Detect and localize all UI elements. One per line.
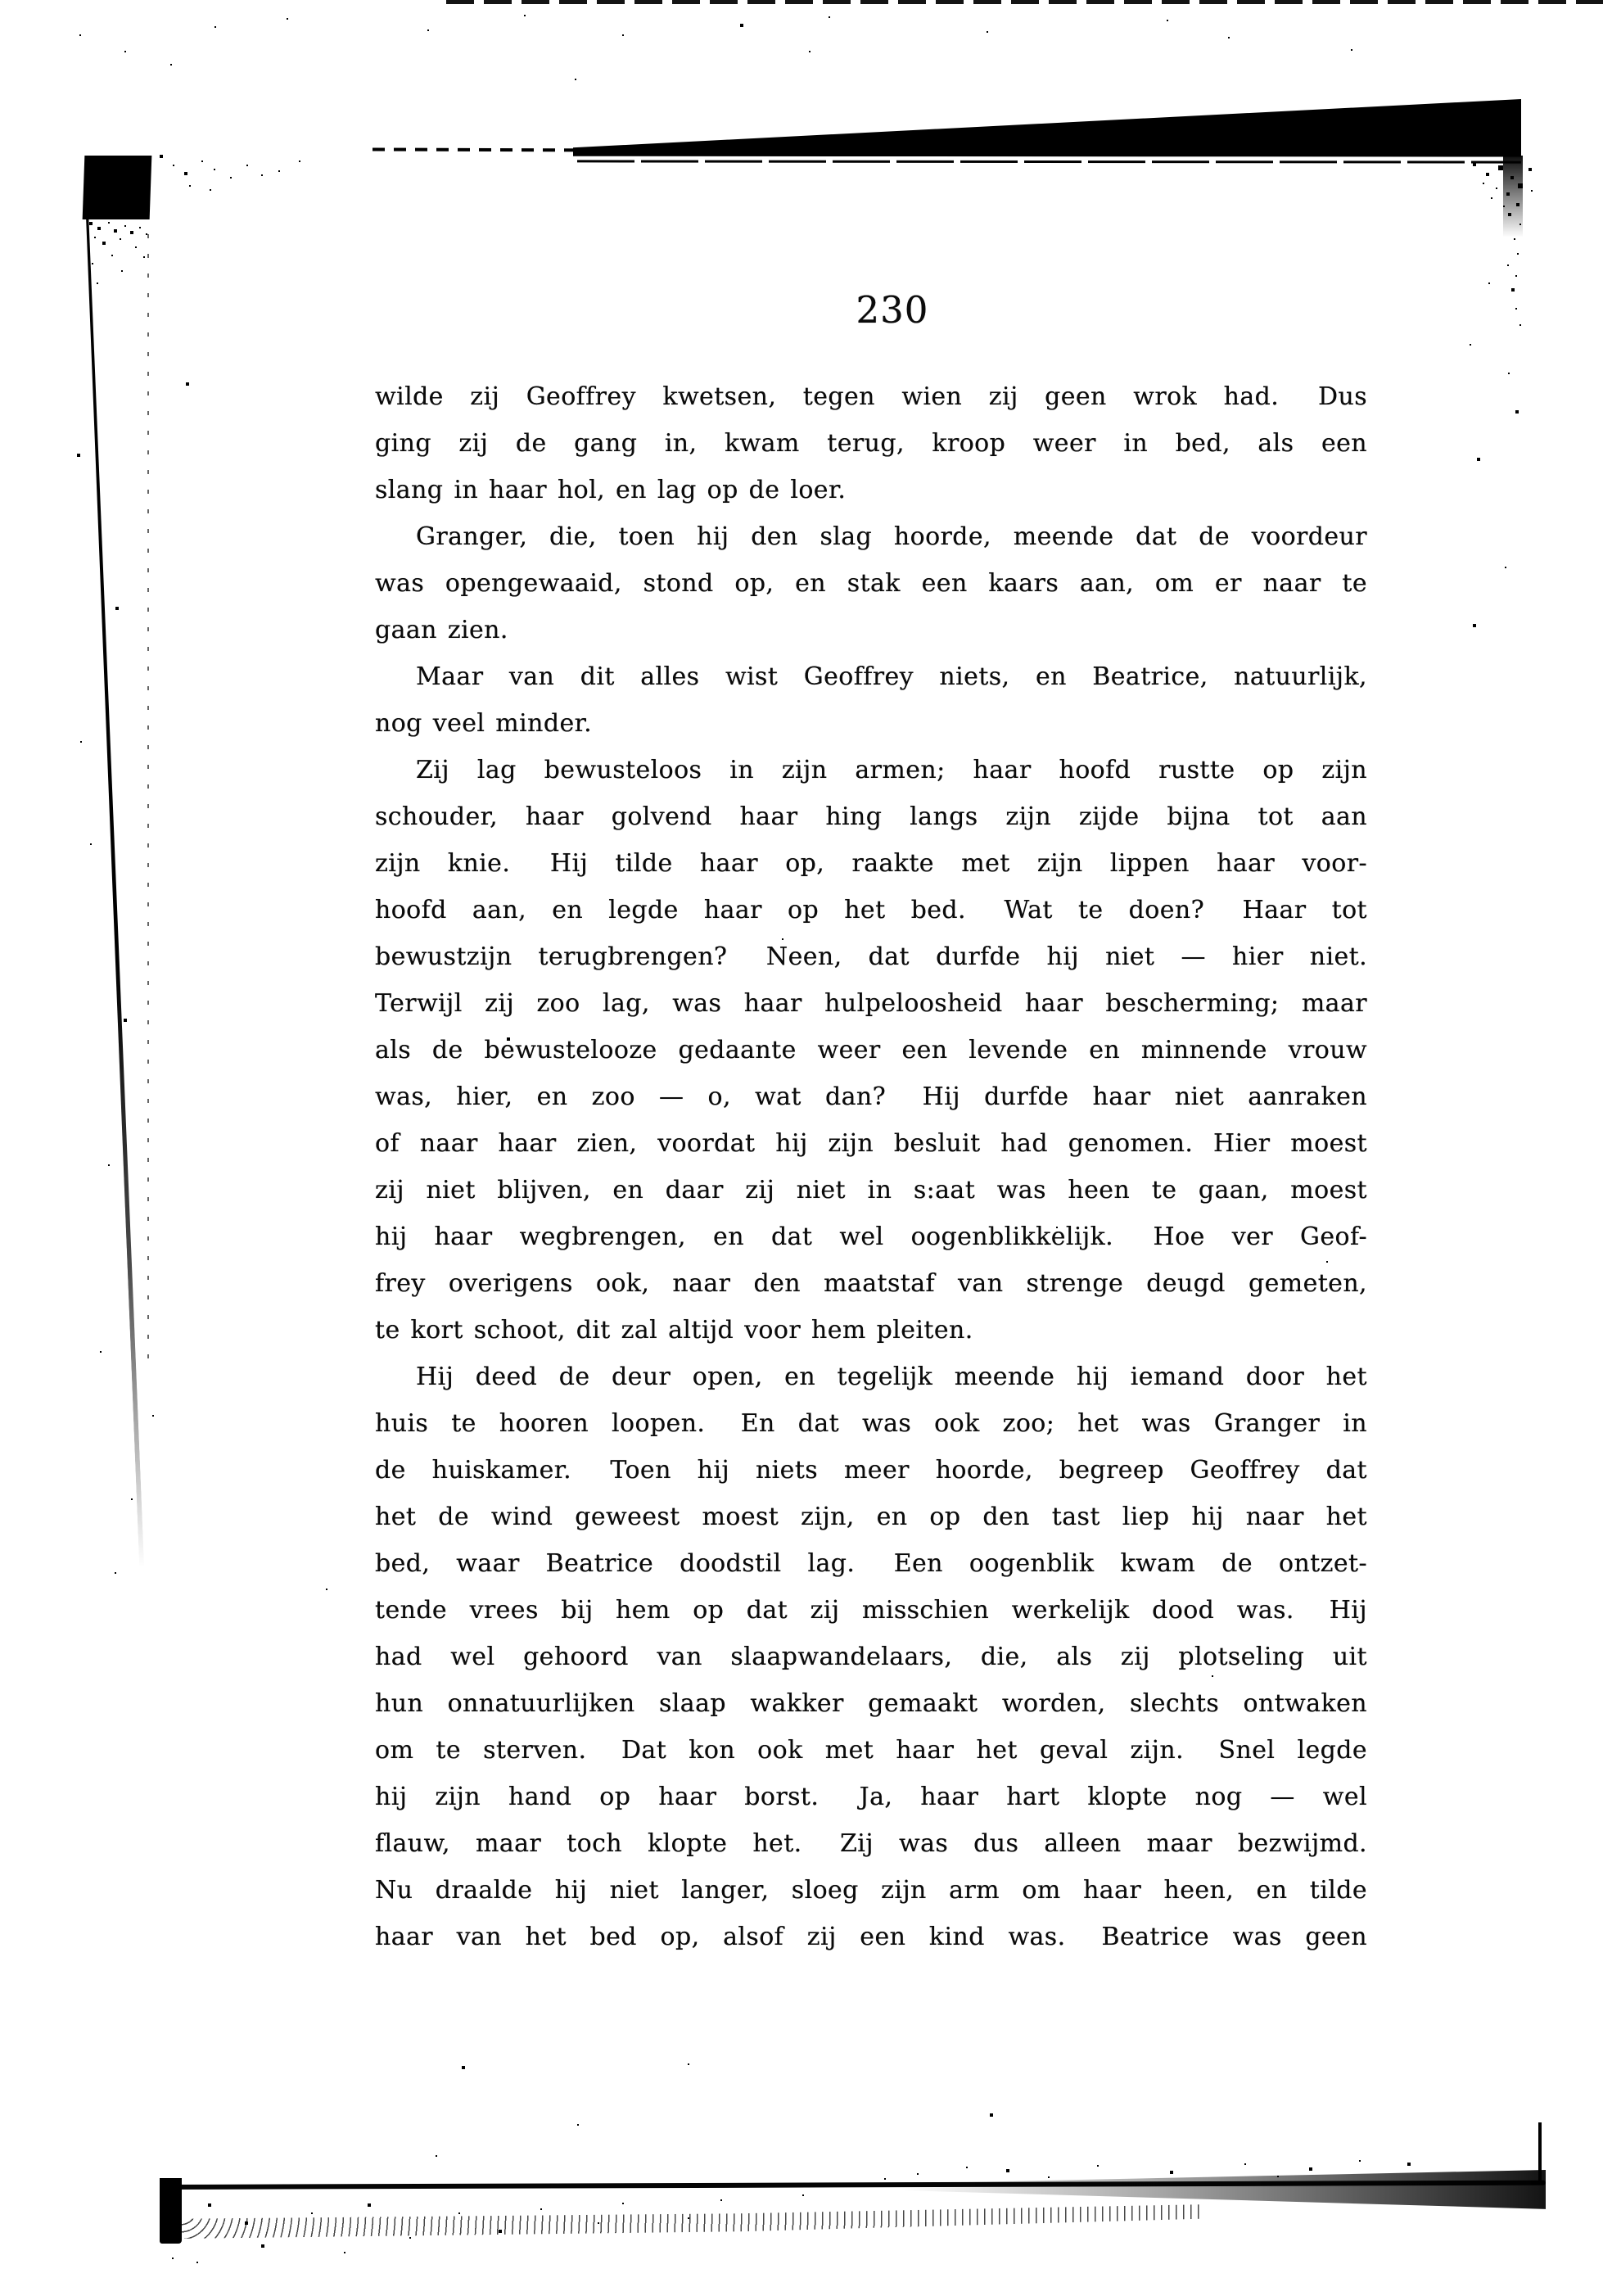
- scan-bottom-edge-shadow: [901, 2170, 1546, 2212]
- text-line: zijn knie. Hij tilde haar op, raakte met zijn lippen haar voor-: [375, 849, 1367, 878]
- text-line: zij niet blijven, en daar zij niet in s:aat was heen te gaan, moest: [375, 1176, 1367, 1204]
- text-line: had wel gehoord van slaapwandelaars, die, als zij plotseling uit: [375, 1643, 1367, 1671]
- text-line: Hij deed de deur open, en tegelijk meende hij iemand door het: [416, 1363, 1367, 1391]
- text-line: wilde zij Geoffrey kwetsen, tegen wien zij geen wrok had. Dus: [375, 382, 1367, 411]
- text-line: Zij lag bewusteloos in zijn armen; haar hoofd rustte op zijn: [416, 756, 1367, 784]
- text-line: om te sterven. Dat kon ook met haar het geval zijn. Snel legde: [375, 1736, 1367, 1765]
- scan-speckle-dots: [0, 0, 2, 2]
- text-line: de huiskamer. Toen hij niets meer hoorde, begreep Geoffrey dat: [375, 1456, 1367, 1485]
- text-line: bewustzijn terugbrengen? Neen, dat durfde hij niet — hier niet.: [375, 942, 1367, 971]
- scan-bottom-edge-line: [160, 2181, 1546, 2190]
- text-line: als de bewustelooze gedaante weer een levende en minnende vrouw: [375, 1036, 1367, 1064]
- page-text-block: [375, 373, 1367, 1960]
- text-line: hoofd aan, en legde haar op het bed. Wat te doen? Haar tot: [375, 896, 1367, 924]
- scan-left-ink-block: [83, 156, 152, 219]
- text-line: ging zij de gang in, kwam terug, kroop weer in bed, als een: [375, 429, 1367, 458]
- text-line: was, hier, en zoo — o, wat dan? Hij durfde haar niet aanraken: [375, 1082, 1367, 1111]
- text-line: hij zijn hand op haar borst. Ja, haar hart klopte nog — wel: [375, 1783, 1367, 1811]
- text-line: Nu draalde hij niet langer, sloeg zijn arm om haar heen, en tilde: [375, 1876, 1367, 1905]
- scan-page-edge-wedge: [573, 97, 1521, 158]
- text-line: tende vrees bij hem op dat zij misschien werkelijk dood was. Hij: [375, 1596, 1367, 1625]
- text-line: flauw, maar toch klopte het. Zij was dus alleen maar bezwijmd.: [375, 1829, 1367, 1858]
- text-line: bed, waar Beatrice doodstil lag. Een oogenblik kwam de ontzet-: [375, 1549, 1367, 1578]
- text-line: haar van het bed op, alsof zij een kind was. Beatrice was geen: [375, 1923, 1367, 1951]
- text-line: nog veel minder.: [375, 709, 593, 738]
- text-line: schouder, haar golvend haar hing langs zijn zijde bijna tot aan: [375, 802, 1367, 831]
- text-line: Terwijl zij zoo lag, was haar hulpeloosheid haar bescherming; maar: [375, 989, 1367, 1018]
- scan-bottom-speckle: [176, 2203, 1199, 2239]
- scan-page-edge-underline: [577, 160, 1521, 163]
- scan-bottom-right-tick: [1538, 2122, 1542, 2185]
- text-line: Maar van dit alles wist Geoffrey niets, en Beatrice, natuurlijk,: [416, 662, 1367, 691]
- text-line: of naar haar zien, voordat hij zijn besluit had genomen. Hier moest: [375, 1129, 1367, 1158]
- text-line: gaan zien.: [375, 616, 508, 644]
- scan-fold-line: [147, 215, 149, 1361]
- scan-corner-shadow: [1503, 156, 1523, 237]
- scan-gutter-shadow: [85, 218, 144, 1568]
- text-line: frey overigens ook, naar den maatstaf van strenge deugd gemeten,: [375, 1269, 1367, 1298]
- text-line: hij haar wegbrengen, en dat wel oogenblikkelijk. Hoe ver Geof-: [375, 1223, 1367, 1251]
- scan-bottom-left-stub: [160, 2178, 182, 2244]
- text-line: Granger, die, toen hij den slag hoorde, meende dat de voordeur: [416, 522, 1367, 551]
- page-number: 230: [856, 288, 929, 332]
- scan-noise-top-edge: [446, 0, 1603, 4]
- text-line: het de wind geweest moest zijn, en op den tast liep hij naar het: [375, 1503, 1367, 1531]
- scan-noise-top-line: [373, 147, 618, 151]
- text-line: huis te hooren loopen. En dat was ook zoo; het was Granger in: [375, 1409, 1367, 1438]
- text-line: te kort schoot, dit zal altijd voor hem pleiten.: [375, 1316, 973, 1345]
- text-line: hun onnatuurlijken slaap wakker gemaakt worden, slechts ontwaken: [375, 1689, 1367, 1718]
- text-line: was opengewaaid, stond op, en stak een kaars aan, om er naar te: [375, 569, 1367, 598]
- text-line: slang in haar hol, en lag op de loer.: [375, 476, 847, 504]
